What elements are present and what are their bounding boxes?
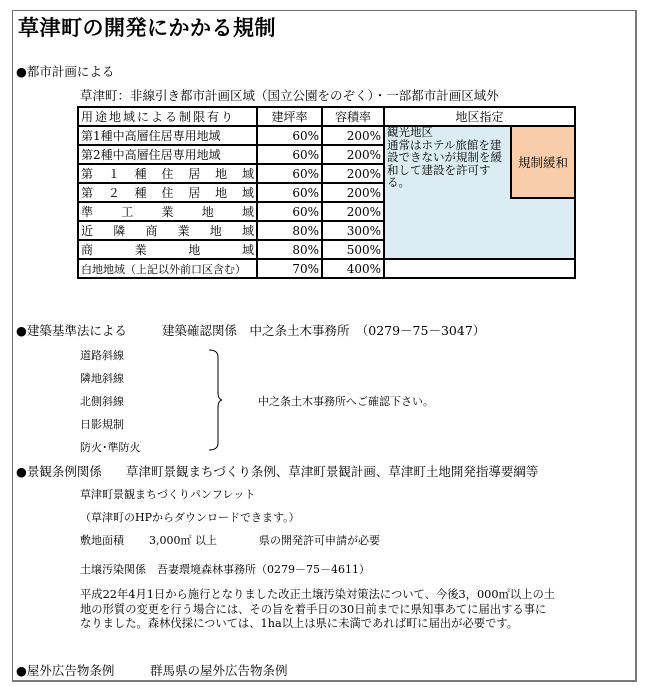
header-coverage: 建坪率 bbox=[257, 107, 322, 126]
zone-name bbox=[78, 202, 257, 221]
coverage-value: 60% bbox=[257, 126, 322, 145]
table-header-row bbox=[78, 107, 575, 126]
right-brace-icon bbox=[208, 349, 222, 451]
paragraph-line: 地の形質の変更を行う場合には、その旨を着手日の30日前までに県知事あてに届出する事に bbox=[80, 602, 547, 616]
landscape-pamphlet: 草津町景観まちづくりパンフレット bbox=[80, 488, 256, 501]
download-note: （草津町のHPからダウンロードできます。） bbox=[80, 511, 300, 524]
zone-name: 白地地域（上記以外前口区含む） bbox=[78, 259, 257, 278]
landscape-ordinances: 草津町景観まちづくり条例、草津町景観計画、草津町土地開発指導要綱等 bbox=[126, 464, 539, 479]
regulation-item: 北側斜線 bbox=[80, 395, 124, 408]
zoning-table bbox=[77, 106, 576, 279]
regulation-item: 道路斜線 bbox=[80, 349, 124, 362]
district-name: 観光地区 bbox=[387, 125, 433, 139]
header-zone: 用途地域による制限有り bbox=[78, 107, 257, 126]
zone-name-text: 商 業 地 域 bbox=[81, 243, 254, 257]
zone-name bbox=[78, 240, 257, 259]
zone-name bbox=[78, 183, 257, 202]
zone-name: 第1種中高層住居専用地域 bbox=[78, 126, 257, 145]
far-value: 400% bbox=[322, 259, 384, 278]
far-value: 200% bbox=[322, 164, 384, 183]
zone-name-text: 準 工 業 地 域 bbox=[81, 205, 254, 219]
header-far: 容積率 bbox=[322, 107, 384, 126]
section-heading-landscape: ●景観条例関係 bbox=[16, 464, 102, 479]
coverage-value: 80% bbox=[257, 240, 322, 259]
far-value: 200% bbox=[322, 183, 384, 202]
deregulation-badge: 規制緩和 bbox=[510, 127, 574, 199]
header-district: 地区指定 bbox=[384, 107, 575, 126]
regulation-item: 隣地斜線 bbox=[80, 372, 124, 385]
coverage-value: 70% bbox=[257, 259, 322, 278]
tourist-district-cell bbox=[384, 126, 575, 259]
regulation-item: 日影規制 bbox=[80, 418, 124, 431]
district-description: 通常はホテル旅館を建設できないが規制を緩和して建設を許可する。 bbox=[387, 137, 502, 189]
table-row bbox=[78, 259, 575, 278]
soil-contamination-contact: 土壌汚染関係 吾妻環境森林事務所（0279－75－4611） bbox=[80, 563, 370, 576]
zone-name-text: 近 隣 商 業 地 域 bbox=[81, 224, 254, 238]
coverage-value: 60% bbox=[257, 164, 322, 183]
zone-name-text: 第 ２ 種 住 居 地 域 bbox=[81, 186, 254, 200]
coverage-value: 60% bbox=[257, 183, 322, 202]
far-value: 300% bbox=[322, 221, 384, 240]
district-text bbox=[387, 126, 505, 189]
zone-name bbox=[78, 164, 257, 183]
site-area-label: 敷地面積 bbox=[80, 534, 124, 547]
confirm-note: 中之条土木事務所へご確認下さい。 bbox=[258, 395, 434, 408]
regulation-item: 防火･準防火 bbox=[80, 441, 141, 454]
coverage-value: 80% bbox=[257, 221, 322, 240]
coverage-value: 60% bbox=[257, 145, 322, 164]
city-planning-subtitle: 草津町：非線引き都市計画区域（国立公園をのぞく）・一部都市計画区域外 bbox=[80, 88, 499, 103]
site-area-value: 3,000㎡ 以上 bbox=[149, 534, 217, 547]
paragraph-line: なりました。森林伐採については、1ha以上は県に未満であれば町に届出が必要です。 bbox=[80, 617, 519, 630]
section-heading-outdoor-ads: ●屋外広告物条例 bbox=[16, 663, 115, 678]
far-value: 200% bbox=[322, 126, 384, 145]
site-area-requirement: 県の開発許可申請が必要 bbox=[259, 534, 380, 547]
page-title: 草津町の開発にかかる規制 bbox=[18, 16, 276, 40]
empty-district-cell bbox=[384, 259, 575, 278]
far-value: 500% bbox=[322, 240, 384, 259]
section-heading-city-planning: ●都市計画による bbox=[16, 64, 115, 79]
far-value: 200% bbox=[322, 145, 384, 164]
zone-name: 第2種中高層住居専用地域 bbox=[78, 145, 257, 164]
outdoor-ads-detail: 群馬県の屋外広告物条例 bbox=[150, 663, 288, 678]
building-confirmation-contact: 建築確認関係 中之条土木事務所 （0279－75－3047） bbox=[162, 323, 486, 338]
zone-name bbox=[78, 221, 257, 240]
zone-name-text: 第 １ 種 住 居 地 域 bbox=[81, 167, 254, 181]
table-row bbox=[78, 126, 575, 145]
section-heading-building-standards: ●建築基準法による bbox=[16, 323, 127, 338]
far-value: 200% bbox=[322, 202, 384, 221]
coverage-value: 60% bbox=[257, 202, 322, 221]
soil-law-paragraph bbox=[80, 588, 580, 632]
paragraph-line: 平成22年4月1日から施行となりました改正土壌汚染対策法について、今後3，000㎡以上の土 bbox=[80, 588, 556, 601]
